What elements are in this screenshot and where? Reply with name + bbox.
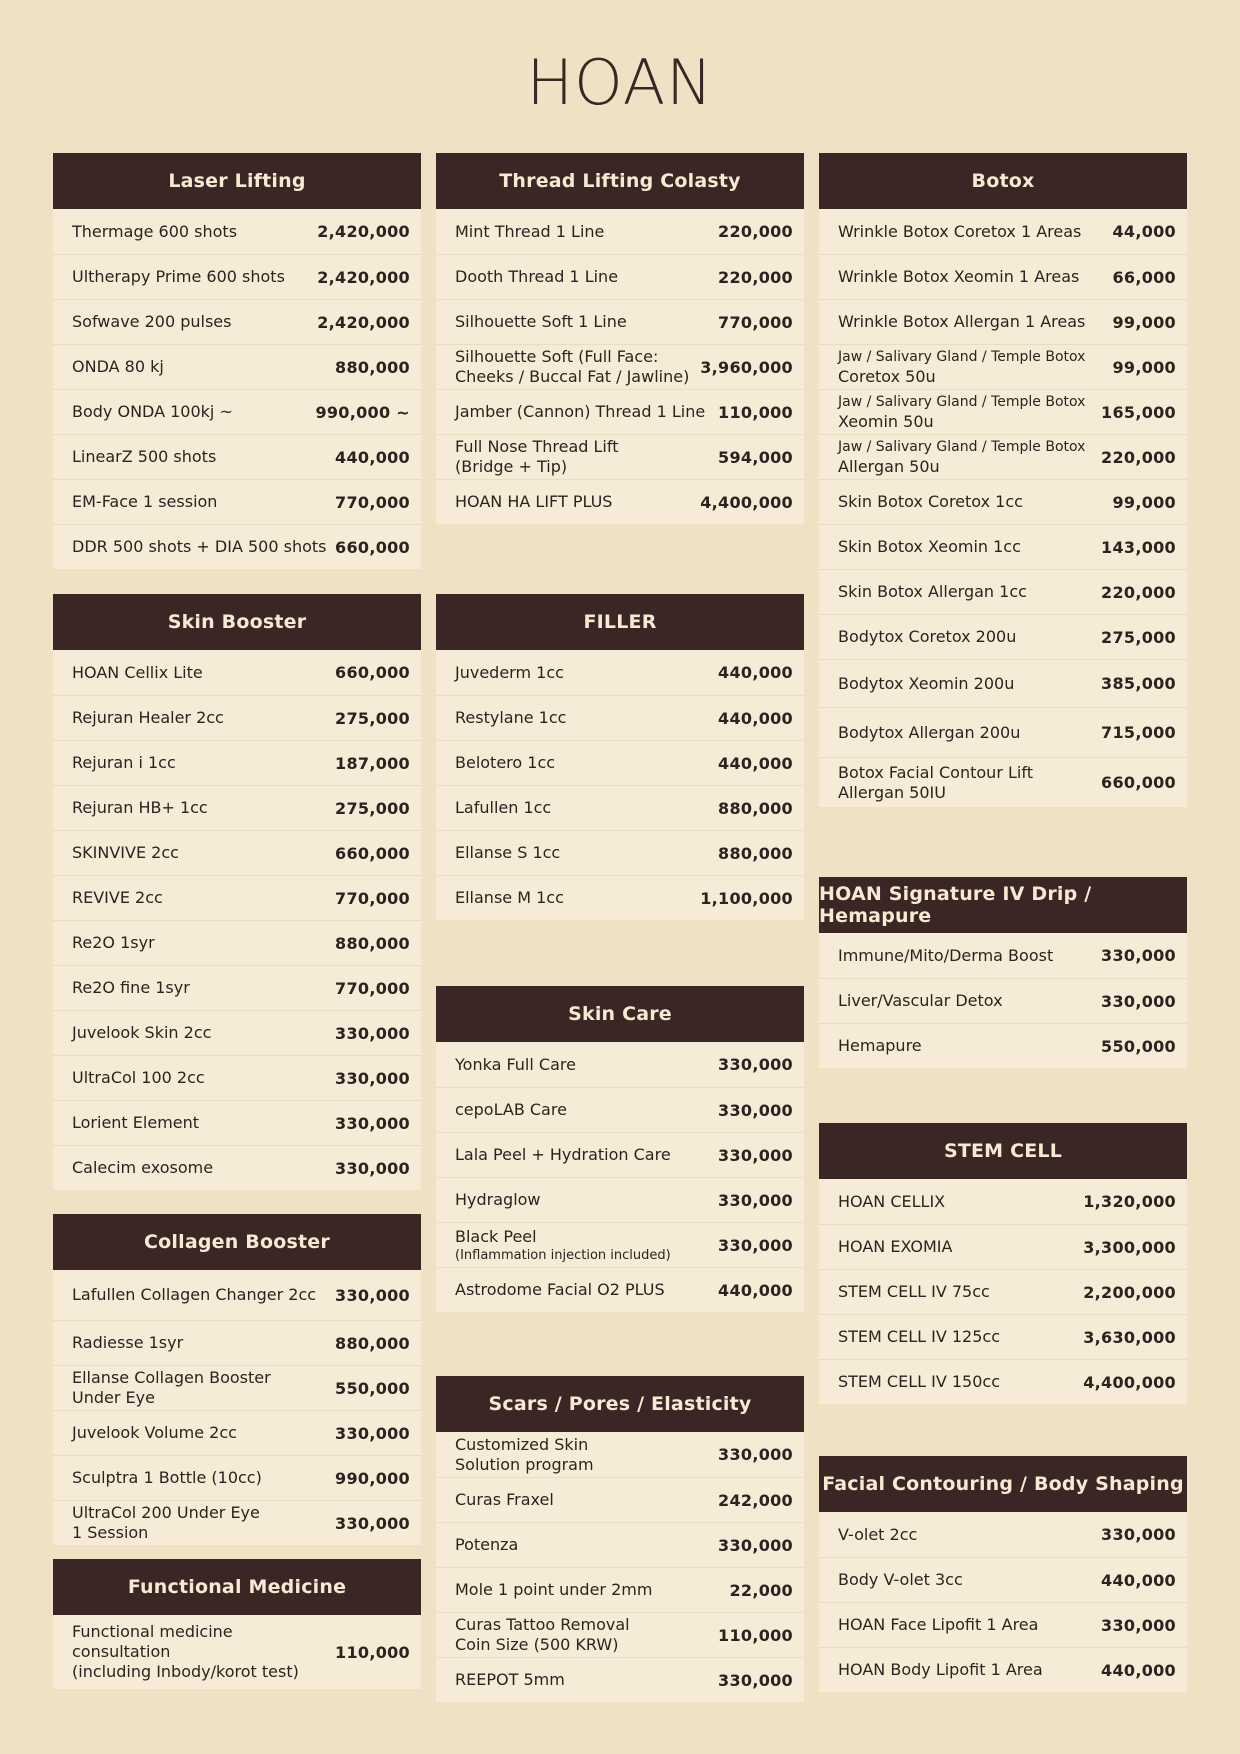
treatment-name: Sofwave 200 pulses — [72, 312, 232, 331]
treatment-price: 275,000 — [335, 708, 410, 728]
price-row — [53, 1455, 421, 1500]
treatment-price: 220,000 — [718, 267, 793, 287]
treatment-name — [838, 437, 1101, 477]
section-title: Thread Lifting Colasty — [436, 153, 804, 209]
price-row — [819, 344, 1187, 389]
price-row — [819, 1602, 1187, 1647]
treatment-name: Skin Botox Xeomin 1cc — [838, 537, 1021, 556]
section-thread-lifting — [436, 153, 804, 524]
price-row — [436, 299, 804, 344]
price-row — [53, 389, 421, 434]
treatment-name-line: Full Nose Thread Lift — [455, 437, 619, 456]
treatment-name: cepoLAB Care — [455, 1100, 567, 1119]
price-row — [819, 209, 1187, 254]
treatment-name: HOAN Face Lipofit 1 Area — [838, 1615, 1039, 1634]
price-list — [436, 209, 804, 524]
price-row — [436, 389, 804, 434]
price-row — [819, 1023, 1187, 1068]
treatment-name: Calecim exosome — [72, 1158, 214, 1177]
price-row — [819, 569, 1187, 614]
treatment-price: 440,000 — [718, 1280, 793, 1300]
section-title: Skin Booster — [53, 594, 421, 650]
price-row — [819, 659, 1187, 707]
price-row — [53, 209, 421, 254]
treatment-name — [72, 1503, 335, 1543]
price-row — [53, 524, 421, 569]
treatment-price: 1,100,000 — [700, 888, 793, 908]
treatment-name-line: Solution program — [455, 1454, 594, 1474]
section-title: Botox — [819, 153, 1187, 209]
price-list — [53, 650, 421, 1190]
treatment-name: Radiesse 1syr — [72, 1333, 184, 1352]
price-row — [53, 434, 421, 479]
treatment-name-line: Jaw / Salivary Gland / Temple Botox — [838, 394, 1086, 410]
price-list — [53, 1615, 421, 1689]
treatment-name-line: Ellanse Collagen Booster — [72, 1368, 271, 1387]
price-row — [819, 299, 1187, 344]
price-list — [819, 1512, 1187, 1692]
treatment-price: 770,000 — [335, 492, 410, 512]
treatment-name: Bodytox Coretox 200u — [838, 627, 1017, 646]
treatment-name: Restylane 1cc — [455, 708, 567, 727]
price-row — [436, 1132, 804, 1177]
treatment-price: 330,000 — [335, 1068, 410, 1088]
treatment-price: 550,000 — [1101, 1036, 1176, 1056]
price-list — [53, 1270, 421, 1545]
price-row — [819, 1269, 1187, 1314]
price-row — [436, 254, 804, 299]
treatment-name-line: Allergan 50u — [838, 457, 940, 476]
treatment-name: Jamber (Cannon) Thread 1 Line — [455, 402, 706, 421]
treatment-name: Liver/Vascular Detox — [838, 991, 1003, 1010]
treatment-name: DDR 500 shots + DIA 500 shots — [72, 537, 327, 556]
treatment-price: 330,000 — [718, 1445, 793, 1464]
treatment-name-line: Jaw / Salivary Gland / Temple Botox — [838, 439, 1086, 455]
treatment-name — [72, 1622, 335, 1682]
treatment-price: 880,000 — [718, 798, 793, 818]
treatment-price: 187,000 — [335, 753, 410, 773]
treatment-name: Mole 1 point under 2mm — [455, 1580, 653, 1599]
price-row — [436, 1432, 804, 1477]
treatment-price: 1,320,000 — [1083, 1192, 1176, 1211]
treatment-name: Re2O fine 1syr — [72, 978, 190, 997]
section-iv-drip — [819, 877, 1187, 1068]
section-skin-booster — [53, 594, 421, 1190]
treatment-name-line: consultation — [72, 1642, 171, 1661]
treatment-name-line: Black Peel — [455, 1226, 537, 1246]
price-row — [436, 830, 804, 875]
treatment-price: 330,000 — [1101, 946, 1176, 965]
treatment-price: 330,000 — [335, 1158, 410, 1178]
treatment-name: UltraCol 100 2cc — [72, 1068, 205, 1087]
treatment-price: 990,000 ~ — [315, 402, 410, 422]
treatment-name: Sculptra 1 Bottle (10cc) — [72, 1468, 262, 1487]
section-title: Skin Care — [436, 986, 804, 1042]
treatment-name: Lala Peel + Hydration Care — [455, 1145, 671, 1164]
treatment-price: 99,000 — [1112, 312, 1176, 332]
price-row — [436, 1087, 804, 1132]
treatment-name: Juvelook Volume 2cc — [72, 1423, 237, 1442]
treatment-name: Potenza — [455, 1535, 519, 1554]
price-row — [819, 1647, 1187, 1692]
treatment-name: REVIVE 2cc — [72, 888, 163, 907]
treatment-price: 660,000 — [335, 537, 410, 557]
treatment-name: Wrinkle Botox Xeomin 1 Areas — [838, 267, 1080, 286]
treatment-price: 880,000 — [335, 357, 410, 377]
price-row — [819, 479, 1187, 524]
treatment-price: 770,000 — [335, 978, 410, 998]
section-filler — [436, 594, 804, 920]
treatment-price: 22,000 — [729, 1580, 793, 1600]
price-row — [436, 434, 804, 479]
treatment-name: Hydraglow — [455, 1190, 541, 1209]
price-row — [436, 1477, 804, 1522]
treatment-name: V-olet 2cc — [838, 1524, 918, 1544]
treatment-price: 660,000 — [335, 663, 410, 682]
treatment-name: Rejuran Healer 2cc — [72, 708, 224, 727]
treatment-name: Mint Thread 1 Line — [455, 221, 605, 241]
treatment-price: 770,000 — [335, 888, 410, 908]
section-stem-cell — [819, 1123, 1187, 1404]
treatment-price: 275,000 — [1101, 627, 1176, 647]
price-row — [53, 1055, 421, 1100]
treatment-name: Juvederm 1cc — [455, 662, 564, 682]
treatment-price: 330,000 — [718, 1670, 793, 1690]
treatment-price: 440,000 — [718, 708, 793, 728]
treatment-name: REEPOT 5mm — [455, 1670, 565, 1689]
treatment-price: 220,000 — [1101, 447, 1176, 467]
treatment-price: 242,000 — [718, 1490, 793, 1510]
price-row — [53, 740, 421, 785]
price-row — [436, 1177, 804, 1222]
treatment-price: 3,300,000 — [1083, 1237, 1176, 1257]
treatment-name: Body ONDA 100kj ~ — [72, 402, 233, 421]
price-row — [53, 254, 421, 299]
price-row — [53, 479, 421, 524]
treatment-name: Lorient Element — [72, 1113, 200, 1132]
price-list — [436, 1432, 804, 1702]
price-row — [819, 1512, 1187, 1557]
treatment-price: 330,000 — [335, 1285, 410, 1305]
treatment-price: 660,000 — [335, 843, 410, 863]
treatment-price: 2,420,000 — [317, 267, 410, 287]
price-row — [819, 434, 1187, 479]
price-row — [819, 707, 1187, 757]
treatment-price: 110,000 — [718, 1625, 793, 1645]
treatment-price: 330,000 — [718, 1100, 793, 1120]
treatment-name-line: Curas Tattoo Removal — [455, 1615, 630, 1634]
treatment-price: 330,000 — [1101, 991, 1176, 1011]
treatment-name-line: UltraCol 200 Under Eye — [72, 1503, 260, 1522]
price-row — [819, 757, 1187, 807]
price-row — [819, 933, 1187, 978]
treatment-name: Re2O 1syr — [72, 933, 155, 952]
price-row — [53, 1320, 421, 1365]
price-list — [819, 1179, 1187, 1404]
treatment-price: 880,000 — [335, 1333, 410, 1353]
price-row — [819, 1224, 1187, 1269]
treatment-name-line: Coretox 50u — [838, 367, 936, 386]
price-row — [53, 1365, 421, 1410]
treatment-price: 66,000 — [1112, 267, 1176, 287]
treatment-price: 440,000 — [335, 447, 410, 467]
section-laser-lifting — [53, 153, 421, 569]
treatment-name-line: Allergan 50IU — [838, 782, 946, 802]
price-row — [436, 1567, 804, 1612]
treatment-price: 165,000 — [1101, 402, 1176, 422]
treatment-name: Wrinkle Botox Coretox 1 Areas — [838, 221, 1082, 241]
price-row — [53, 695, 421, 740]
treatment-price: 2,420,000 — [317, 312, 410, 332]
price-row — [436, 1042, 804, 1087]
section-title: Laser Lifting — [53, 153, 421, 209]
treatment-price: 330,000 — [335, 1423, 410, 1443]
section-functional-medicine — [53, 1559, 421, 1689]
treatment-price: 330,000 — [718, 1535, 793, 1555]
treatment-name: Skin Botox Coretox 1cc — [838, 492, 1023, 511]
treatment-price: 3,960,000 — [700, 357, 793, 377]
price-row — [819, 1557, 1187, 1602]
treatment-name: HOAN CELLIX — [838, 1191, 946, 1211]
treatment-price: 3,630,000 — [1083, 1327, 1176, 1347]
treatment-name: SKINVIVE 2cc — [72, 843, 179, 862]
treatment-price: 99,000 — [1112, 357, 1176, 377]
treatment-name: Ultherapy Prime 600 shots — [72, 267, 285, 286]
treatment-name: Juvelook Skin 2cc — [72, 1023, 212, 1042]
price-row — [436, 1522, 804, 1567]
treatment-name: Skin Botox Allergan 1cc — [838, 582, 1027, 601]
price-row — [53, 920, 421, 965]
treatment-price: 330,000 — [718, 1190, 793, 1210]
treatment-name: HOAN HA LIFT PLUS — [455, 492, 613, 511]
treatment-price: 110,000 — [335, 1642, 410, 1662]
section-title: FILLER — [436, 594, 804, 650]
price-row — [436, 650, 804, 695]
price-row — [819, 254, 1187, 299]
treatment-name-line: Botox Facial Contour Lift — [838, 762, 1033, 782]
price-row — [436, 1612, 804, 1657]
treatment-price: 440,000 — [1101, 1570, 1176, 1590]
price-row — [436, 1222, 804, 1267]
treatment-price: 770,000 — [718, 312, 793, 332]
price-row — [53, 1010, 421, 1055]
treatment-price: 440,000 — [1101, 1660, 1176, 1680]
treatment-name-line: (Bridge + Tip) — [455, 457, 568, 476]
section-title: Functional Medicine — [53, 1559, 421, 1615]
treatment-price: 4,400,000 — [700, 492, 793, 512]
treatment-name: Immune/Mito/Derma Boost — [838, 945, 1054, 965]
price-row — [53, 650, 421, 695]
treatment-price: 385,000 — [1101, 674, 1176, 693]
treatment-name — [838, 347, 1112, 387]
treatment-name-line: (Inflammation injection included) — [455, 1247, 671, 1263]
price-list — [436, 650, 804, 920]
treatment-price: 880,000 — [335, 933, 410, 953]
treatment-price: 99,000 — [1112, 492, 1176, 512]
price-row — [436, 785, 804, 830]
treatment-price: 440,000 — [718, 753, 793, 773]
treatment-price: 550,000 — [335, 1378, 410, 1398]
treatment-name-line: Functional medicine — [72, 1622, 233, 1641]
treatment-name-line: Xeomin 50u — [838, 412, 934, 431]
treatment-name: Lafullen Collagen Changer 2cc — [72, 1285, 317, 1304]
treatment-price: 220,000 — [718, 222, 793, 241]
treatment-price: 2,420,000 — [317, 222, 410, 241]
price-row — [436, 695, 804, 740]
treatment-name: STEM CELL IV 75cc — [838, 1282, 990, 1301]
treatment-name: HOAN Cellix Lite — [72, 662, 203, 682]
price-row — [819, 1359, 1187, 1404]
price-row — [53, 785, 421, 830]
treatment-name: Silhouette Soft 1 Line — [455, 312, 627, 331]
price-row — [819, 1179, 1187, 1224]
treatment-name: Yonka Full Care — [455, 1054, 576, 1074]
treatment-name: Ellanse S 1cc — [455, 843, 561, 862]
price-row — [53, 1615, 421, 1689]
treatment-name: Thermage 600 shots — [72, 221, 238, 241]
treatment-price: 330,000 — [718, 1235, 793, 1255]
treatment-name: Belotero 1cc — [455, 753, 556, 772]
price-list — [53, 209, 421, 569]
price-row — [436, 740, 804, 785]
section-facial-contouring — [819, 1456, 1187, 1692]
price-row — [53, 1270, 421, 1320]
price-row — [436, 344, 804, 389]
treatment-name: HOAN EXOMIA — [838, 1237, 953, 1256]
section-title: Collagen Booster — [53, 1214, 421, 1270]
treatment-price: 2,200,000 — [1083, 1282, 1176, 1302]
treatment-name: Lafullen 1cc — [455, 798, 552, 817]
treatment-name — [455, 1227, 718, 1264]
treatment-price: 330,000 — [718, 1055, 793, 1074]
treatment-name: ONDA 80 kj — [72, 357, 164, 376]
treatment-name — [455, 1435, 718, 1475]
price-row — [819, 978, 1187, 1023]
section-botox — [819, 153, 1187, 807]
treatment-price: 220,000 — [1101, 582, 1176, 602]
section-title: STEM CELL — [819, 1123, 1187, 1179]
treatment-name: Ellanse M 1cc — [455, 888, 564, 907]
price-list — [436, 1042, 804, 1312]
price-row — [436, 479, 804, 524]
section-title: HOAN Signature IV Drip / Hemapure — [819, 877, 1187, 933]
section-collagen-booster — [53, 1214, 421, 1545]
treatment-price: 110,000 — [718, 402, 793, 422]
price-row — [819, 524, 1187, 569]
treatment-price: 594,000 — [718, 447, 793, 467]
treatment-name-line: Cheeks / Buccal Fat / Jawline) — [455, 367, 690, 386]
treatment-name: EM-Face 1 session — [72, 492, 218, 511]
treatment-price: 143,000 — [1101, 537, 1176, 557]
price-row — [53, 1145, 421, 1190]
treatment-price: 330,000 — [718, 1145, 793, 1165]
treatment-name: Bodytox Allergan 200u — [838, 722, 1021, 742]
treatment-name-line: Coin Size (500 KRW) — [455, 1635, 619, 1654]
treatment-name-line: (including Inbody/korot test) — [72, 1662, 299, 1681]
price-row — [819, 614, 1187, 659]
treatment-price: 330,000 — [1101, 1615, 1176, 1635]
treatment-name-line: Silhouette Soft (Full Face: — [455, 347, 659, 366]
treatment-price: 330,000 — [1101, 1525, 1176, 1544]
treatment-name-line: Customized Skin — [455, 1434, 589, 1454]
treatment-name — [455, 347, 700, 387]
treatment-name — [838, 392, 1101, 432]
treatment-price: 44,000 — [1112, 222, 1176, 241]
price-row — [436, 209, 804, 254]
treatment-name: Rejuran i 1cc — [72, 753, 176, 772]
price-row — [436, 1267, 804, 1312]
treatment-name: Hemapure — [838, 1036, 922, 1055]
section-scars-pores-elasticity — [436, 1376, 804, 1702]
treatment-name: Wrinkle Botox Allergan 1 Areas — [838, 312, 1086, 331]
treatment-name: Body V-olet 3cc — [838, 1570, 963, 1589]
price-row — [53, 875, 421, 920]
price-row — [53, 830, 421, 875]
treatment-price: 330,000 — [335, 1113, 410, 1133]
price-row — [53, 299, 421, 344]
price-row — [819, 389, 1187, 434]
price-row — [436, 875, 804, 920]
treatment-price: 715,000 — [1101, 723, 1176, 742]
treatment-name — [455, 437, 718, 477]
treatment-name: LinearZ 500 shots — [72, 447, 217, 466]
price-row — [53, 965, 421, 1010]
treatment-name: Dooth Thread 1 Line — [455, 267, 619, 286]
treatment-price: 440,000 — [718, 663, 793, 682]
treatment-price: 880,000 — [718, 843, 793, 863]
treatment-name: Bodytox Xeomin 200u — [838, 673, 1015, 693]
treatment-name: Astrodome Facial O2 PLUS — [455, 1280, 665, 1299]
treatment-name — [838, 763, 1101, 803]
treatment-name-line: 1 Session — [72, 1523, 149, 1542]
treatment-price: 990,000 — [335, 1468, 410, 1488]
treatment-price: 660,000 — [1101, 773, 1176, 792]
section-title: Scars / Pores / Elasticity — [436, 1376, 804, 1432]
price-list — [819, 933, 1187, 1068]
treatment-price: 330,000 — [335, 1023, 410, 1043]
price-row — [53, 1500, 421, 1545]
section-skin-care — [436, 986, 804, 1312]
treatment-name — [72, 1368, 335, 1408]
treatment-name-line: Jaw / Salivary Gland / Temple Botox — [838, 349, 1086, 365]
price-row — [53, 344, 421, 389]
brand-logo: HOAN — [526, 46, 714, 119]
price-row — [436, 1657, 804, 1702]
price-row — [53, 1410, 421, 1455]
treatment-name: Curas Fraxel — [455, 1490, 554, 1509]
treatment-price: 4,400,000 — [1083, 1372, 1176, 1392]
treatment-name — [455, 1615, 718, 1655]
treatment-name: STEM CELL IV 125cc — [838, 1327, 1001, 1346]
price-list — [819, 209, 1187, 807]
price-row — [819, 1314, 1187, 1359]
treatment-name: HOAN Body Lipofit 1 Area — [838, 1660, 1043, 1679]
section-title: Facial Contouring / Body Shaping — [819, 1456, 1187, 1512]
treatment-name-line: Under Eye — [72, 1388, 155, 1407]
treatment-name: STEM CELL IV 150cc — [838, 1372, 1001, 1391]
treatment-price: 330,000 — [335, 1513, 410, 1533]
price-row — [53, 1100, 421, 1145]
treatment-name: Rejuran HB+ 1cc — [72, 798, 208, 817]
treatment-price: 275,000 — [335, 798, 410, 818]
